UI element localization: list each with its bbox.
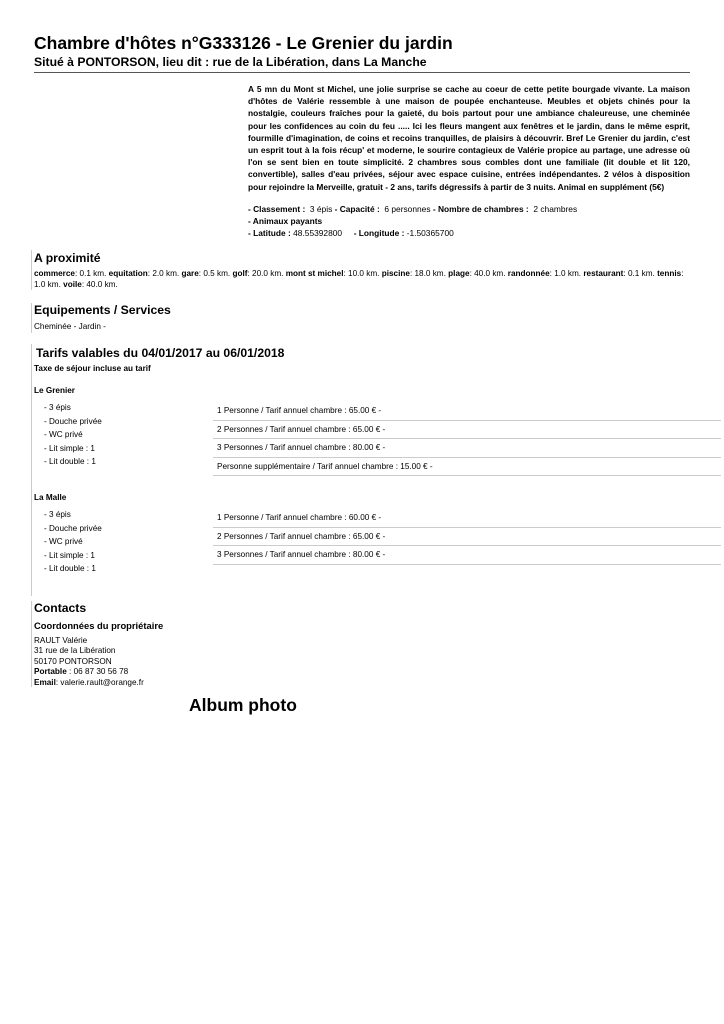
section-bar <box>31 601 32 687</box>
proximite-value: : 0.1 km. <box>74 269 107 278</box>
contacts-title: Contacts <box>34 601 87 615</box>
proximite-value: : 0.5 km. <box>198 269 231 278</box>
animaux-note: - Animaux payants <box>248 216 323 227</box>
album-title: Album photo <box>189 695 297 715</box>
proximite-value: : 40.0 km. <box>81 280 118 289</box>
price-row: 2 Personnes / Tarif annuel chambre : 65.00 € - <box>213 528 721 547</box>
description: A 5 mn du Mont st Michel, une jolie surprise se cache au coeur de cette petite bourgade vivante. La maison d'hôtes de Valérie ressemble à une maison de poupée enchanteuse. Meubles et objets chinés pour la nostalgie, couleurs fraîches pour la gaieté, du bois partout pour une ambiance chaleureuse, une cheminée pour les confidences au coin du feu ..... Ici les fleurs mangent aux fenêtres et le jardin, dans le même esprit, fourmille d'imagination, de coins et recoins tranquilles, de plaisirs à découvrir. Bref Le Grenier du jardin, c'est un esprit tout à la fois récup' et moderne, le sourire contagieux de Valérie propice au partage, une adresse où l'on se sent bien en toute simplicité. 2 chambres sous combles dont une familiale (lit double et lit 120, convertible), salles d'eau privées, séjour avec espace cuisine, entrées indépendantes. 2 vélos à disposition pour rejoindre la Merveille, gratuit - 2 ans, tarifs dégressifs à partir de 3 nuits. Animal en supplément (5€) <box>248 84 690 192</box>
amenity-item: - WC privé <box>44 430 83 440</box>
taxe-note: Taxe de séjour incluse au tarif <box>34 364 151 373</box>
email-label: Email <box>34 677 56 687</box>
email-value[interactable]: : valerie.rault@orange.fr <box>55 677 144 687</box>
amenity-item: - WC privé <box>44 537 83 547</box>
proximite-value: : 1.0 km. <box>549 269 582 278</box>
latitude-value: 48.55392800 <box>293 228 343 239</box>
price-row: 3 Personnes / Tarif annuel chambre : 80.00 € - <box>213 439 721 458</box>
amenity-item: - 3 épis <box>44 403 71 412</box>
amenity-item: - Douche privée <box>44 523 102 533</box>
amenity-item: - 3 épis <box>44 510 71 519</box>
proximite-value: : 20.0 km. <box>247 269 284 278</box>
classement-value: 3 épis <box>309 204 333 214</box>
proximite-label: gare <box>181 269 199 278</box>
amenity-item: - Lit simple : 1 <box>44 550 95 560</box>
equipement-item: Jardin - <box>78 322 106 331</box>
capacite-label: - Capacité : <box>334 204 380 214</box>
section-bar <box>31 344 32 596</box>
proximite-value: : 1.0 km. <box>34 269 684 289</box>
amenity-item: - Lit double : 1 <box>44 457 96 467</box>
proximite-label: commerce <box>34 269 75 278</box>
proximite-item <box>232 269 283 278</box>
proximite-item <box>508 269 581 278</box>
proximite-value: : 0.1 km. <box>623 269 655 278</box>
proximite-label: equitation <box>108 269 148 278</box>
room-name: Le Grenier <box>34 386 75 395</box>
proximite-item <box>448 269 505 278</box>
portable-value: : 06 87 30 56 78 <box>66 667 129 677</box>
owner-address-line2: 50170 PONTORSON <box>34 656 112 666</box>
room-prices <box>213 509 721 565</box>
owner-name: RAULT Valérie <box>34 636 88 645</box>
proximite-item <box>583 269 654 278</box>
proximite-item <box>34 269 106 278</box>
proximite-label: mont st michel <box>285 269 344 278</box>
specs-block <box>248 203 690 240</box>
header-divider <box>34 72 690 73</box>
proximite-title: A proximité <box>34 251 101 265</box>
price-row: Personne supplémentaire / Tarif annuel chambre : 15.00 € - <box>213 458 721 477</box>
proximite-item <box>63 280 118 289</box>
room-prices <box>213 402 721 476</box>
proximite-label: golf <box>232 269 248 278</box>
proximite-value: : 40.0 km. <box>469 269 506 278</box>
section-bar <box>31 250 32 290</box>
amenity-item: - Lit simple : 1 <box>44 443 95 453</box>
chambres-label: - Nombre de chambres : <box>432 204 529 214</box>
chambres-value: 2 chambres <box>533 204 578 214</box>
coordonnees-title: Coordonnées du propriétaire <box>34 620 164 631</box>
capacite-value: 6 personnes <box>384 204 431 214</box>
tarifs-title: Tarifs valables du 04/01/2017 au 06/01/2018 <box>36 346 285 360</box>
equipements-title: Equipements / Services <box>34 303 171 317</box>
latitude-label: - Latitude : <box>248 228 291 239</box>
equipement-item: Cheminée - <box>34 322 79 331</box>
price-row: 1 Personne / Tarif annuel chambre : 65.00 € - <box>213 402 721 421</box>
proximite-list <box>34 268 684 290</box>
proximite-item <box>181 269 230 278</box>
proximite-value: : 18.0 km. <box>409 269 446 278</box>
proximite-label: piscine <box>381 269 410 278</box>
proximite-label: randonnée <box>507 269 550 278</box>
proximite-item <box>382 269 446 278</box>
amenity-item: - Douche privée <box>44 416 102 426</box>
page-title: Chambre d'hôtes n°G333126 - Le Grenier du jardin <box>34 33 453 53</box>
portable-label: Portable <box>34 667 67 677</box>
proximite-item <box>286 269 380 278</box>
page-subtitle: Situé à PONTORSON, lieu dit : rue de la Libération, dans La Manche <box>34 55 427 69</box>
longitude-label: - Longitude : <box>353 228 405 239</box>
proximite-value: : 2.0 km. <box>147 269 180 278</box>
room-amenities <box>44 508 102 576</box>
proximite-label: restaurant <box>583 269 624 278</box>
classement-label: - Classement : <box>248 204 306 214</box>
proximite-label: tennis <box>657 269 682 278</box>
proximite-label: plage <box>448 269 470 278</box>
room-name: La Malle <box>34 493 67 502</box>
amenity-item: - Lit double : 1 <box>44 564 96 574</box>
owner-address-line1: 31 rue de la Libération <box>34 646 116 656</box>
longitude-value: -1.50365700 <box>406 228 454 239</box>
price-row: 3 Personnes / Tarif annuel chambre : 80.00 € - <box>213 546 721 565</box>
equipements-list <box>34 321 106 332</box>
price-row: 1 Personne / Tarif annuel chambre : 60.00 € - <box>213 509 721 528</box>
section-bar <box>31 303 32 333</box>
price-row: 2 Personnes / Tarif annuel chambre : 65.00 € - <box>213 421 721 440</box>
proximite-value: : 10.0 km. <box>343 269 380 278</box>
room-amenities <box>44 401 102 469</box>
proximite-item <box>109 269 180 278</box>
proximite-label: voile <box>63 280 82 289</box>
owner-details <box>34 636 144 688</box>
